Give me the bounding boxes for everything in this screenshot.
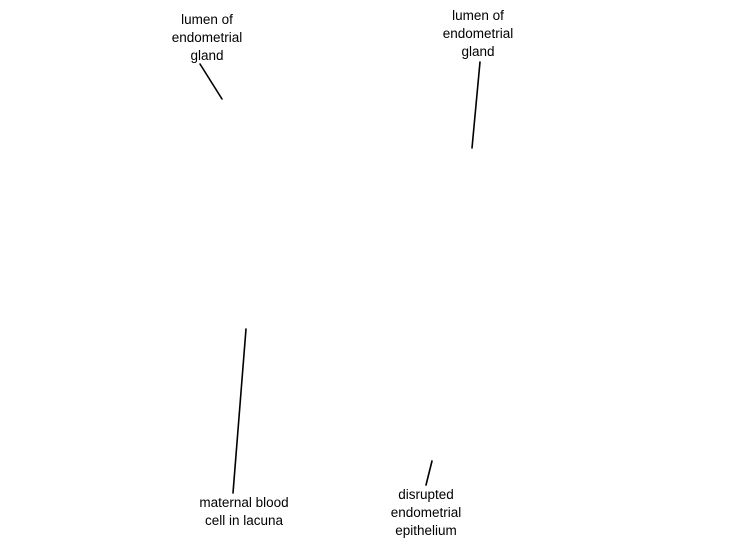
leader-line-epithelium <box>426 461 432 485</box>
label-line: lumen of <box>452 8 504 23</box>
label-line: cell in lacuna <box>204 513 284 528</box>
leader-line-maternal-blood <box>233 329 246 493</box>
leader-line-gland-right <box>472 62 480 148</box>
label-line: endometrial <box>442 26 514 41</box>
label-line: gland <box>461 44 495 59</box>
label-line: lumen of <box>181 12 233 27</box>
label-line: gland <box>190 48 224 63</box>
label-line: disrupted <box>398 487 454 502</box>
label-line: endometrial <box>171 30 243 45</box>
label-maternal-blood-cell <box>174 494 314 530</box>
label-disrupted-endometrial-epithelium <box>366 486 486 540</box>
label-line: epithelium <box>395 523 457 538</box>
leader-line-gland-left <box>200 64 222 99</box>
label-lumen-endometrial-gland-right <box>418 7 538 61</box>
label-line: maternal blood <box>199 495 289 510</box>
label-line: endometrial <box>390 505 462 520</box>
label-lumen-endometrial-gland-left <box>147 11 267 65</box>
